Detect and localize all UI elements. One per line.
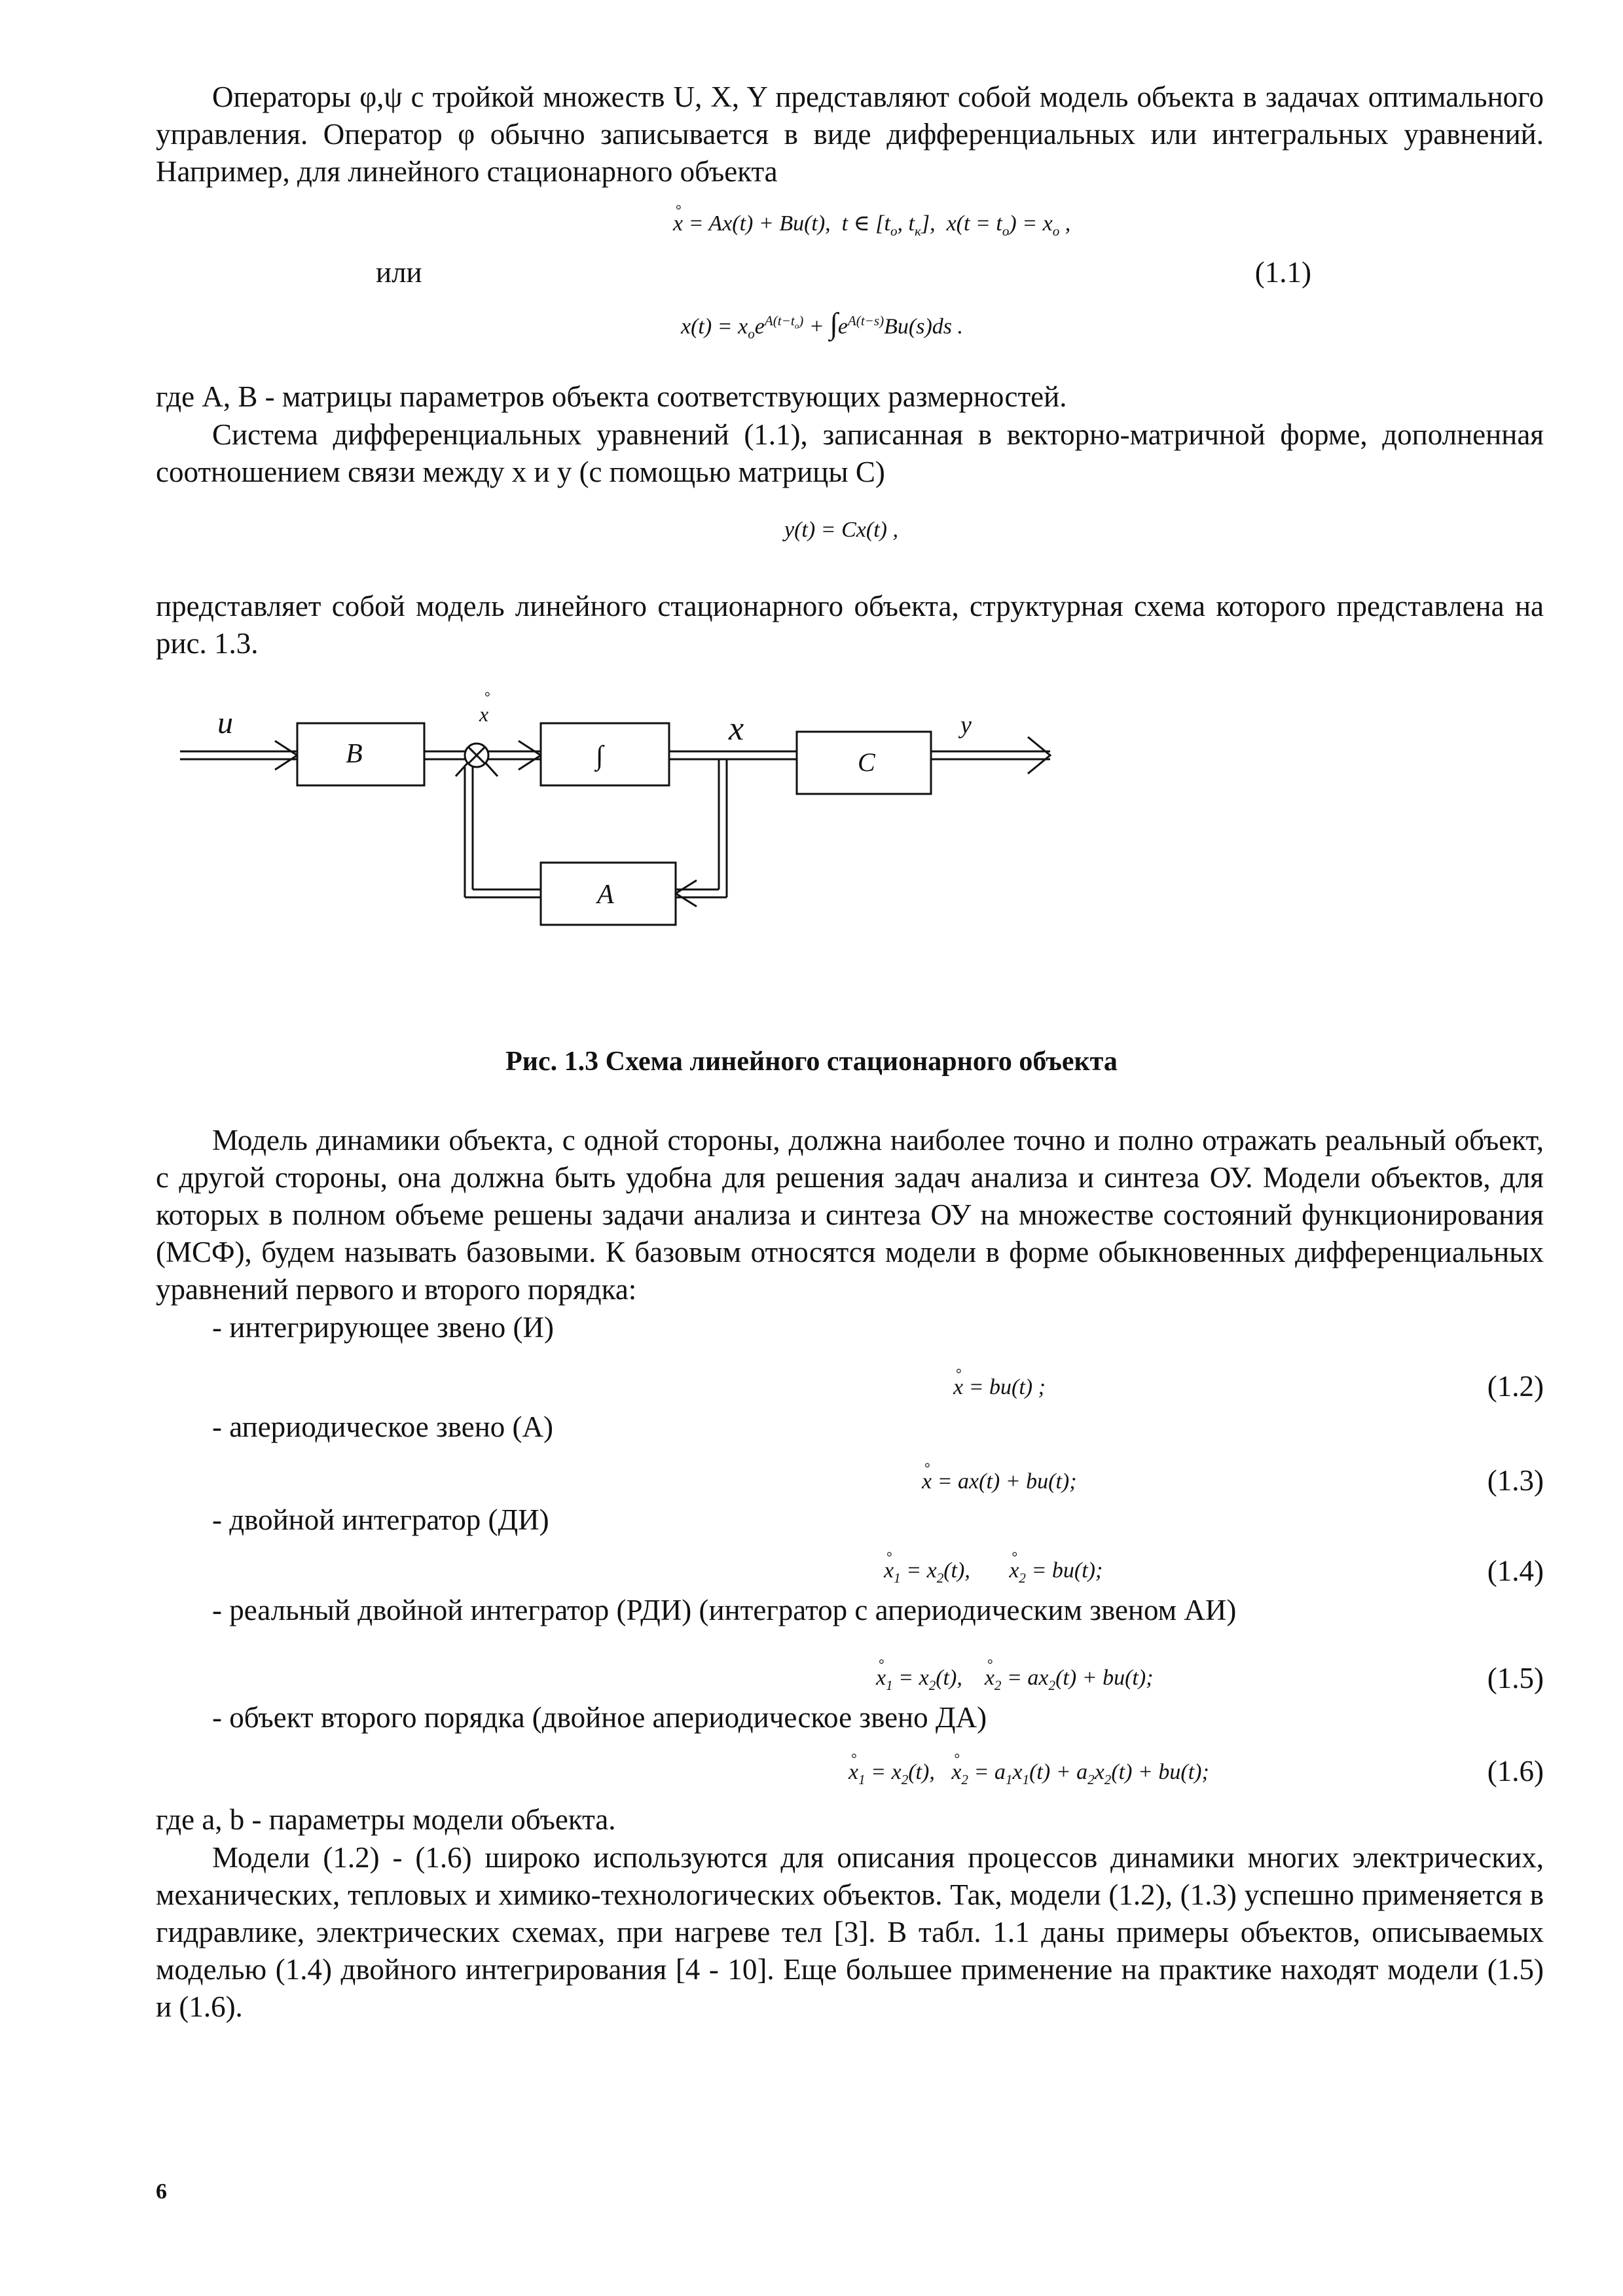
paragraph-model-dynamics: Модель динамики объекта, с одной стороны, должна наиболее точно и полно отражать реальный объект, с другой стороны, она должна быть удобна для решения задач анализа и синтеза ОУ. Модели объектов, для которых в полном объеме решены задачи анализа и синтеза ОУ на множестве состояний функционирования (МСФ), будем называть базовыми. К базовым относятся модели в форме обыкновенных дифференциальных уравнений первого и второго порядка: [156,1124,1544,1306]
label-x: x [729,710,744,747]
paragraph-parameters: где a, b - параметры модели объекта. [156,1803,616,1836]
equation-output: y(t) = Cx(t) , [784,518,898,542]
arrow-into-integrator [519,741,541,770]
list-item-real-double-integrator: - реальный двойной интегратор (РДИ) (интегратор с апериодическим звеном АИ) [212,1594,1237,1626]
paragraph-applications: Модели (1.2) - (1.6) широко используются для описания процессов динамики многих электрических, механических, тепловых и химико-технологических объектов. Так, модели (1.2), (1.3) успешно применяется в гидравлике, электрических схемах, при нагреве тел [3]. В табл. 1.1 даны примеры объектов, описываемых моделью (1.4) двойного интегрирования [4 - 10]. Еще большее применение на практике находят модели (1.5) и (1.6). [156,1841,1544,2023]
equation-1-4: ° $x_1 = x_2(t)$, ° $x_2 = bu(t)$; [884,1558,1103,1591]
equation-1-2: ° x = bu(t) ; [953,1374,1046,1401]
list-item-aperiodic: - апериодическое звено (А) [212,1410,554,1443]
arrow-into-a [676,880,697,906]
label-u: u [217,706,233,740]
page-number: 6 [156,2179,167,2204]
equation-number-1-2: (1.2) [1487,1370,1544,1403]
label-x-dot-ring: ° [484,689,490,705]
block-diagram [177,687,1080,949]
equation-1-6: ° $x_1 = x_2(t)$, ° $x_2 = a_1x_1(t) + a_2x_2(t) + bu(t)$; [848,1759,1209,1793]
equation-number-1-4: (1.4) [1487,1554,1544,1587]
equation-number-1-3: (1.3) [1487,1464,1544,1497]
paragraph-matrices: где A, B - матрицы параметров объекта соответствующих размерностей. [156,380,1067,413]
block-c-label: C [858,747,875,777]
equation-number-1-1: (1.1) [1254,256,1311,289]
figure-caption: Рис. 1.3 Схема линейного стационарного объекта [505,1047,1118,1077]
block-a-label: A [597,880,614,910]
equation-1-1-differential: ° x = Ax(t) + Bu(t), t ∈ [$t_o$, $t_к$], $x(t = t_o) = x_o$ , [673,211,1070,244]
equation-number-1-6: (1.6) [1487,1755,1544,1787]
equation-1-1-integral: $x(t) = x_oe^{A(t-t_o)} + \int e^{A(t-s)}Bu(s)ds$ . [681,306,964,342]
paragraph-system: Система дифференциальных уравнений (1.1), записанная в векторно-матричной форме, дополненная соотношением связи между x и y (с помощью матрицы C) [156,418,1544,488]
label-y: y [960,711,972,739]
block-integrator-label: ∫ [596,741,604,771]
equation-1-5: ° $x_1 = x_2(t)$, ° $x_2 = ax_2(t) + bu(t)$; [876,1665,1154,1698]
label-x-dot: x [479,702,489,726]
equation-1-3: ° x = ax(t) + bu(t); [922,1469,1077,1495]
paragraph-intro: Операторы φ,ψ с тройкой множеств U, X, Y представляют собой модель объекта в задачах оптимального управления. Оператор φ обычно записывается в виде дифференциальных или интегральных уравнений. Например, для линейного стационарного объекта [156,81,1544,188]
paragraph-structure: представляет собой модель линейного стационарного объекта, структурная схема которого представлена на рис. 1.3. [156,590,1544,660]
text-or: или [376,256,422,289]
list-item-double-integrator: - двойной интегратор (ДИ) [212,1503,549,1536]
arrow-into-b [275,741,297,770]
arrow-output [1028,737,1050,774]
block-b-label: B [346,739,363,769]
equation-number-1-5: (1.5) [1487,1662,1544,1695]
block-integrator [541,723,669,785]
list-item-integrator: - интегрирующее звено (И) [212,1311,554,1344]
list-item-second-order: - объект второго порядка (двойное апериодическое звено ДА) [212,1701,987,1734]
